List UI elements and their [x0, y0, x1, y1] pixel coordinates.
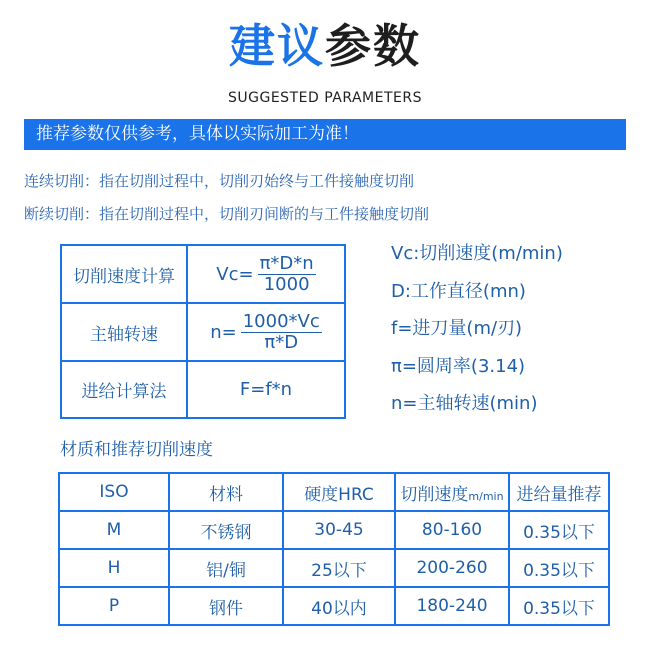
cell-iso: P	[59, 587, 169, 625]
col-header-hardness: 硬度HRC	[283, 473, 395, 511]
materials-table	[58, 472, 610, 626]
page-title	[0, 16, 650, 76]
cell-hardness: 40以内	[283, 587, 395, 625]
cell-speed: 80-160	[395, 511, 509, 549]
title-part1: 建议	[229, 19, 325, 73]
formula-row	[61, 361, 345, 418]
legend-item: n=主轴转速(min)	[391, 393, 538, 414]
col-header-iso: ISO	[59, 473, 169, 511]
formula-denominator: π*D	[264, 331, 299, 353]
col-header-feed: 进给量推荐	[509, 473, 609, 511]
formula-numerator: 1000*Vc	[242, 310, 320, 332]
formula-row	[61, 245, 345, 303]
speed-unit: m/min	[468, 489, 504, 503]
formula-table	[60, 244, 346, 419]
formula-lhs: Vc=	[216, 263, 254, 285]
formula-cell	[187, 303, 345, 361]
cell-material: 不锈钢	[169, 511, 283, 549]
legend-item: π=圆周率(3.14)	[391, 355, 526, 377]
cell-hardness: 25以下	[283, 549, 395, 587]
table-row	[59, 587, 609, 625]
formula-name: 主轴转速	[61, 303, 187, 361]
cell-iso: H	[59, 549, 169, 587]
cell-feed: 0.35以下	[509, 511, 609, 549]
speed-label: 切削速度	[400, 484, 469, 505]
cell-speed: 180-240	[395, 587, 509, 625]
formula-name: 切削速度计算	[61, 245, 187, 303]
formula-text: F=f*n	[187, 361, 345, 418]
page-subtitle: SUGGESTED PARAMETERS	[228, 90, 422, 106]
formula-cell	[187, 245, 345, 303]
formula-denominator: 1000	[263, 273, 310, 295]
legend-item: f=进刀量(m/刃)	[391, 318, 523, 339]
col-header-speed	[395, 473, 509, 511]
continuous-cutting-desc: 连续切削：指在切削过程中，切削刃始终与工件接触度切削	[24, 172, 415, 190]
table-row	[59, 511, 609, 549]
cell-material: 钢件	[169, 587, 283, 625]
legend-item: Vc:切削速度(m/min)	[391, 243, 563, 264]
legend-item: D:工作直径(mn)	[391, 280, 526, 302]
interrupted-cutting-desc: 断续切削：指在切削过程中，切削刃间断的与工件接触度切削	[24, 205, 430, 223]
cell-feed: 0.35以下	[509, 587, 609, 625]
table-header-row	[59, 473, 609, 511]
table-row	[59, 549, 609, 587]
formula-row	[61, 303, 345, 361]
cell-hardness: 30-45	[283, 511, 395, 549]
formula-name: 进给计算法	[61, 361, 187, 418]
cell-feed: 0.35以下	[509, 549, 609, 587]
col-header-material: 材料	[169, 473, 283, 511]
cell-iso: M	[59, 511, 169, 549]
cell-material: 铝/铜	[169, 549, 283, 587]
formula-lhs: n=	[210, 321, 237, 343]
cell-speed: 200-260	[395, 549, 509, 587]
title-part2: 参数	[325, 19, 421, 73]
section-title: 材质和推荐切削速度	[60, 440, 213, 460]
formula-legend	[391, 240, 563, 428]
notice-banner: 推荐参数仅供参考，具体以实际加工为准！	[24, 119, 626, 150]
formula-numerator: π*D*n	[259, 252, 314, 274]
